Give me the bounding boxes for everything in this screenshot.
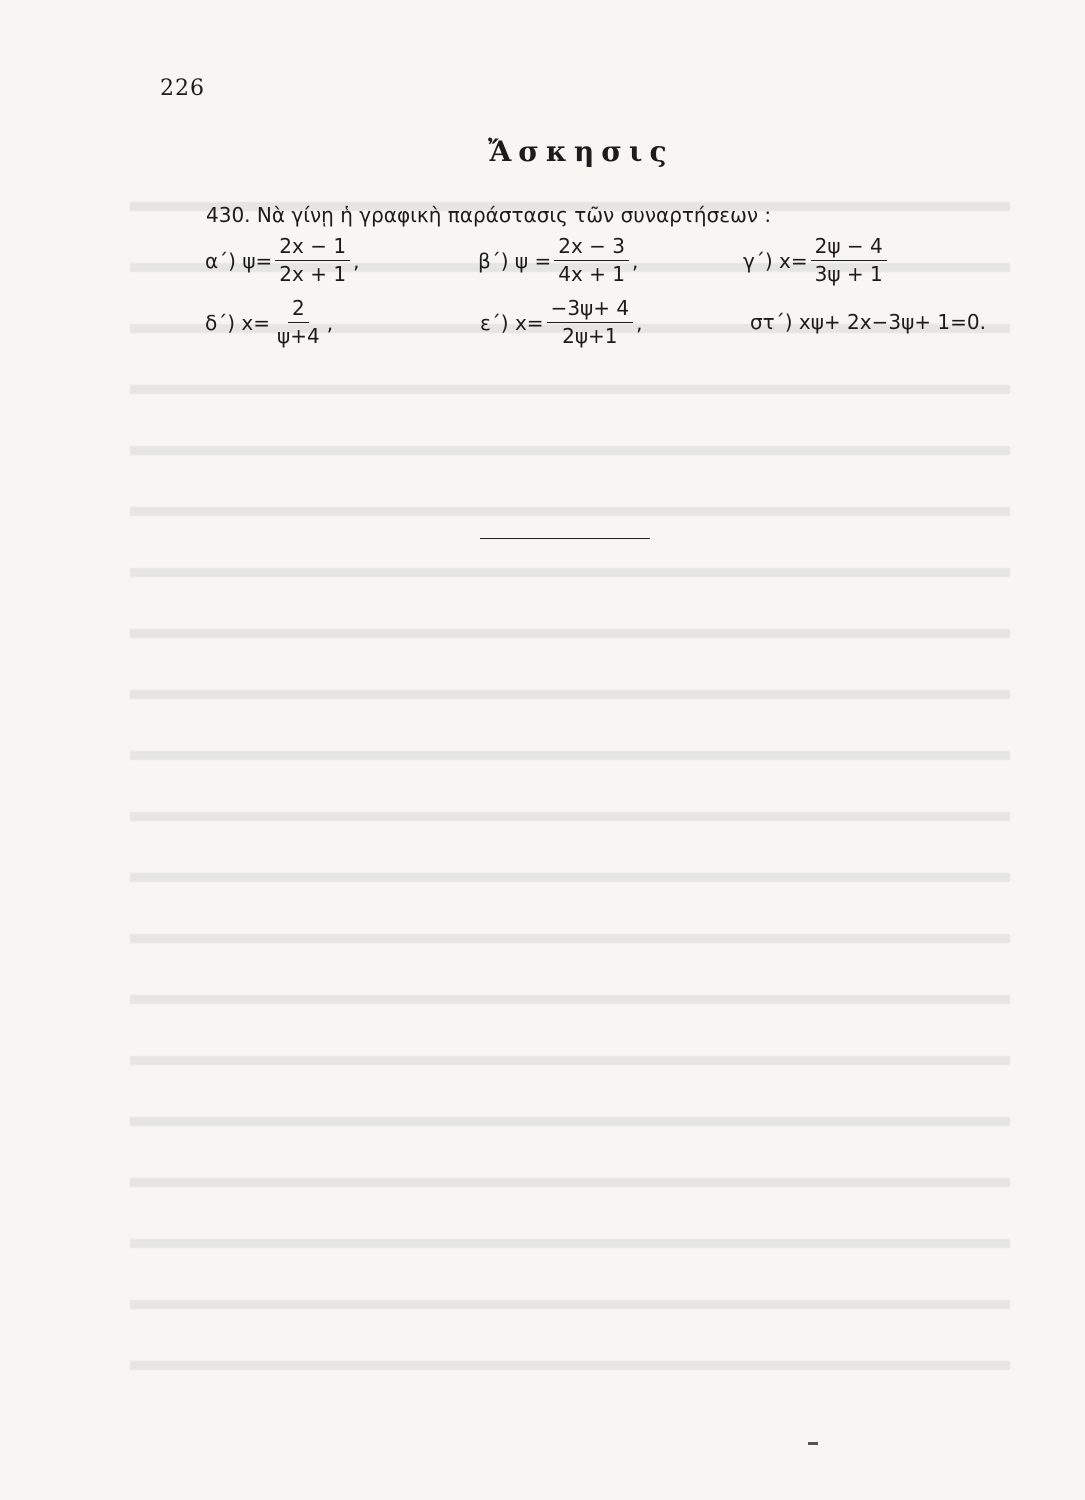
function-stigma	[750, 310, 986, 334]
function-beta	[478, 235, 638, 286]
separator: ,	[326, 310, 334, 335]
numerator: 2	[288, 297, 309, 323]
function-delta	[205, 297, 333, 348]
numerator: 2ψ − 4	[811, 235, 887, 261]
section-title: Ἄσκησις	[488, 135, 674, 168]
denominator: 2ψ+1	[562, 324, 618, 348]
fraction	[554, 235, 629, 286]
function-epsilon	[480, 297, 642, 348]
denominator: ψ+4	[277, 324, 320, 348]
print-speck	[808, 1442, 818, 1445]
denominator: 2x + 1	[279, 262, 347, 286]
section-divider	[480, 538, 650, 539]
separator: ,	[353, 248, 360, 273]
function-equation: στ΄) xψ+ 2x−3ψ+ 1=0.	[750, 310, 986, 334]
fraction	[273, 297, 324, 348]
numerator: 2x − 1	[275, 235, 350, 261]
fraction	[811, 235, 887, 286]
fraction	[275, 235, 350, 286]
function-label: α΄) ψ=	[205, 248, 273, 273]
separator: ,	[636, 310, 643, 335]
page-number: 226	[160, 76, 205, 101]
function-label: β΄) ψ =	[478, 248, 552, 273]
denominator: 4x + 1	[558, 262, 625, 286]
numerator: 2x − 3	[554, 235, 629, 261]
function-label: δ΄) x=	[205, 310, 270, 335]
denominator: 3ψ + 1	[814, 262, 883, 286]
function-label: γ΄) x=	[743, 248, 808, 273]
separator: ,	[632, 248, 639, 273]
function-gamma	[743, 235, 890, 286]
function-label: ε΄) x=	[480, 310, 544, 335]
numerator: −3ψ+ 4	[547, 297, 634, 323]
exercise-statement: 430. Νὰ γίνῃ ἡ γραφικὴ παράστασις τῶν συναρτήσεων :	[206, 203, 772, 227]
function-alpha	[205, 235, 359, 286]
fraction	[547, 297, 634, 348]
